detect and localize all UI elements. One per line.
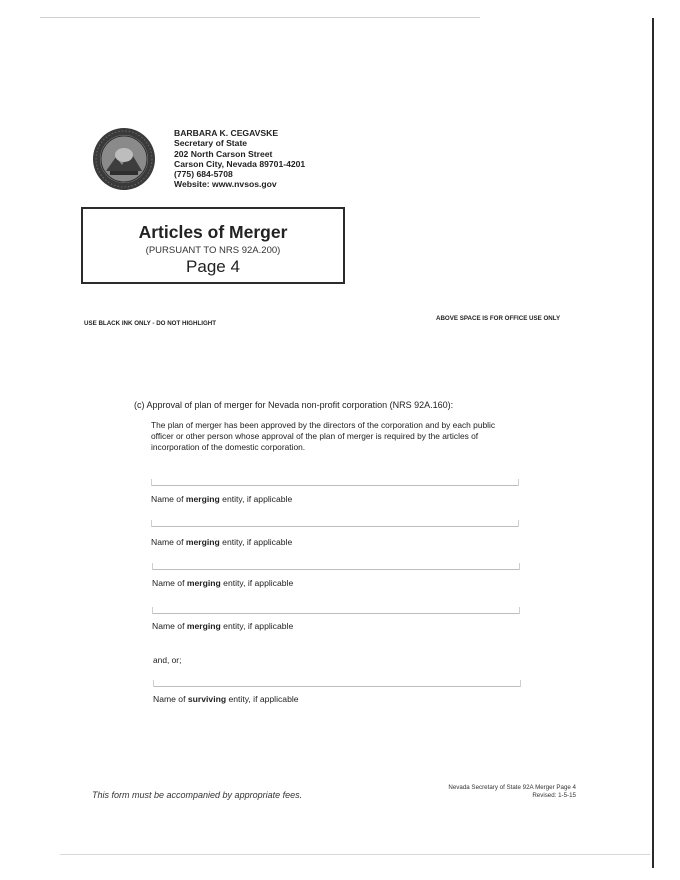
surviving-entity-label: Name of surviving entity, if applicable: [153, 694, 299, 704]
city-address: Carson City, Nevada 89701-4201: [174, 158, 306, 169]
and-or-text: and, or;: [153, 655, 182, 665]
form-revision-info: [440, 784, 576, 800]
scan-edge-top: [40, 17, 480, 18]
form-title: Articles of Merger: [138, 222, 288, 242]
merging-entity-2-line[interactable]: [151, 526, 519, 527]
phone-number: (775) 684-5708: [174, 169, 233, 180]
form-subtitle: (PURSUANT TO NRS 92A.200): [145, 245, 281, 256]
section-paragraph: The plan of merger has been approved by the directors of the corporation and by each public officer or other person whose approval of the plan of merger is required by the articles of incorporation of the domestic corporation.: [151, 420, 496, 452]
merging-entity-4-label: Name of merging entity, if applicable: [152, 621, 294, 631]
merging-entity-3-label: Name of merging entity, if applicable: [152, 578, 294, 588]
street-address: 202 North Carson Street: [174, 148, 273, 159]
surviving-entity-line[interactable]: [153, 686, 521, 687]
office-use-notice: ABOVE SPACE IS FOR OFFICE USE ONLY: [436, 315, 561, 322]
merging-entity-1-label: Name of merging entity, if applicable: [151, 494, 293, 504]
form-name: Nevada Secretary of State 92A Merger Page 4: [448, 784, 576, 791]
fee-notice: This form must be accompanied by appropriate fees.: [92, 790, 303, 800]
secretary-of-state-header: [174, 128, 305, 190]
merging-entity-1-line[interactable]: [151, 485, 519, 486]
form-page-label: Page 4: [186, 257, 240, 276]
scan-edge-bottom: [60, 854, 650, 855]
merging-entity-4-line[interactable]: [152, 613, 520, 614]
website: Website: www.nvsos.gov: [174, 179, 277, 190]
ink-notice: USE BLACK INK ONLY - DO NOT HIGHLIGHT: [84, 320, 217, 327]
section-heading: (c) Approval of plan of merger for Nevada non-profit corporation (NRS 92A.160):: [134, 400, 454, 410]
state-seal-icon: [92, 127, 156, 191]
official-name: BARBARA K. CEGAVSKE: [174, 128, 279, 138]
form-title-box: [81, 207, 345, 284]
merging-entity-3-line[interactable]: [152, 569, 520, 570]
revision-date: Revised: 1-5-15: [532, 792, 576, 799]
scan-edge-right: [652, 18, 654, 868]
official-title: Secretary of State: [174, 138, 248, 149]
merging-entity-2-label: Name of merging entity, if applicable: [151, 537, 293, 547]
